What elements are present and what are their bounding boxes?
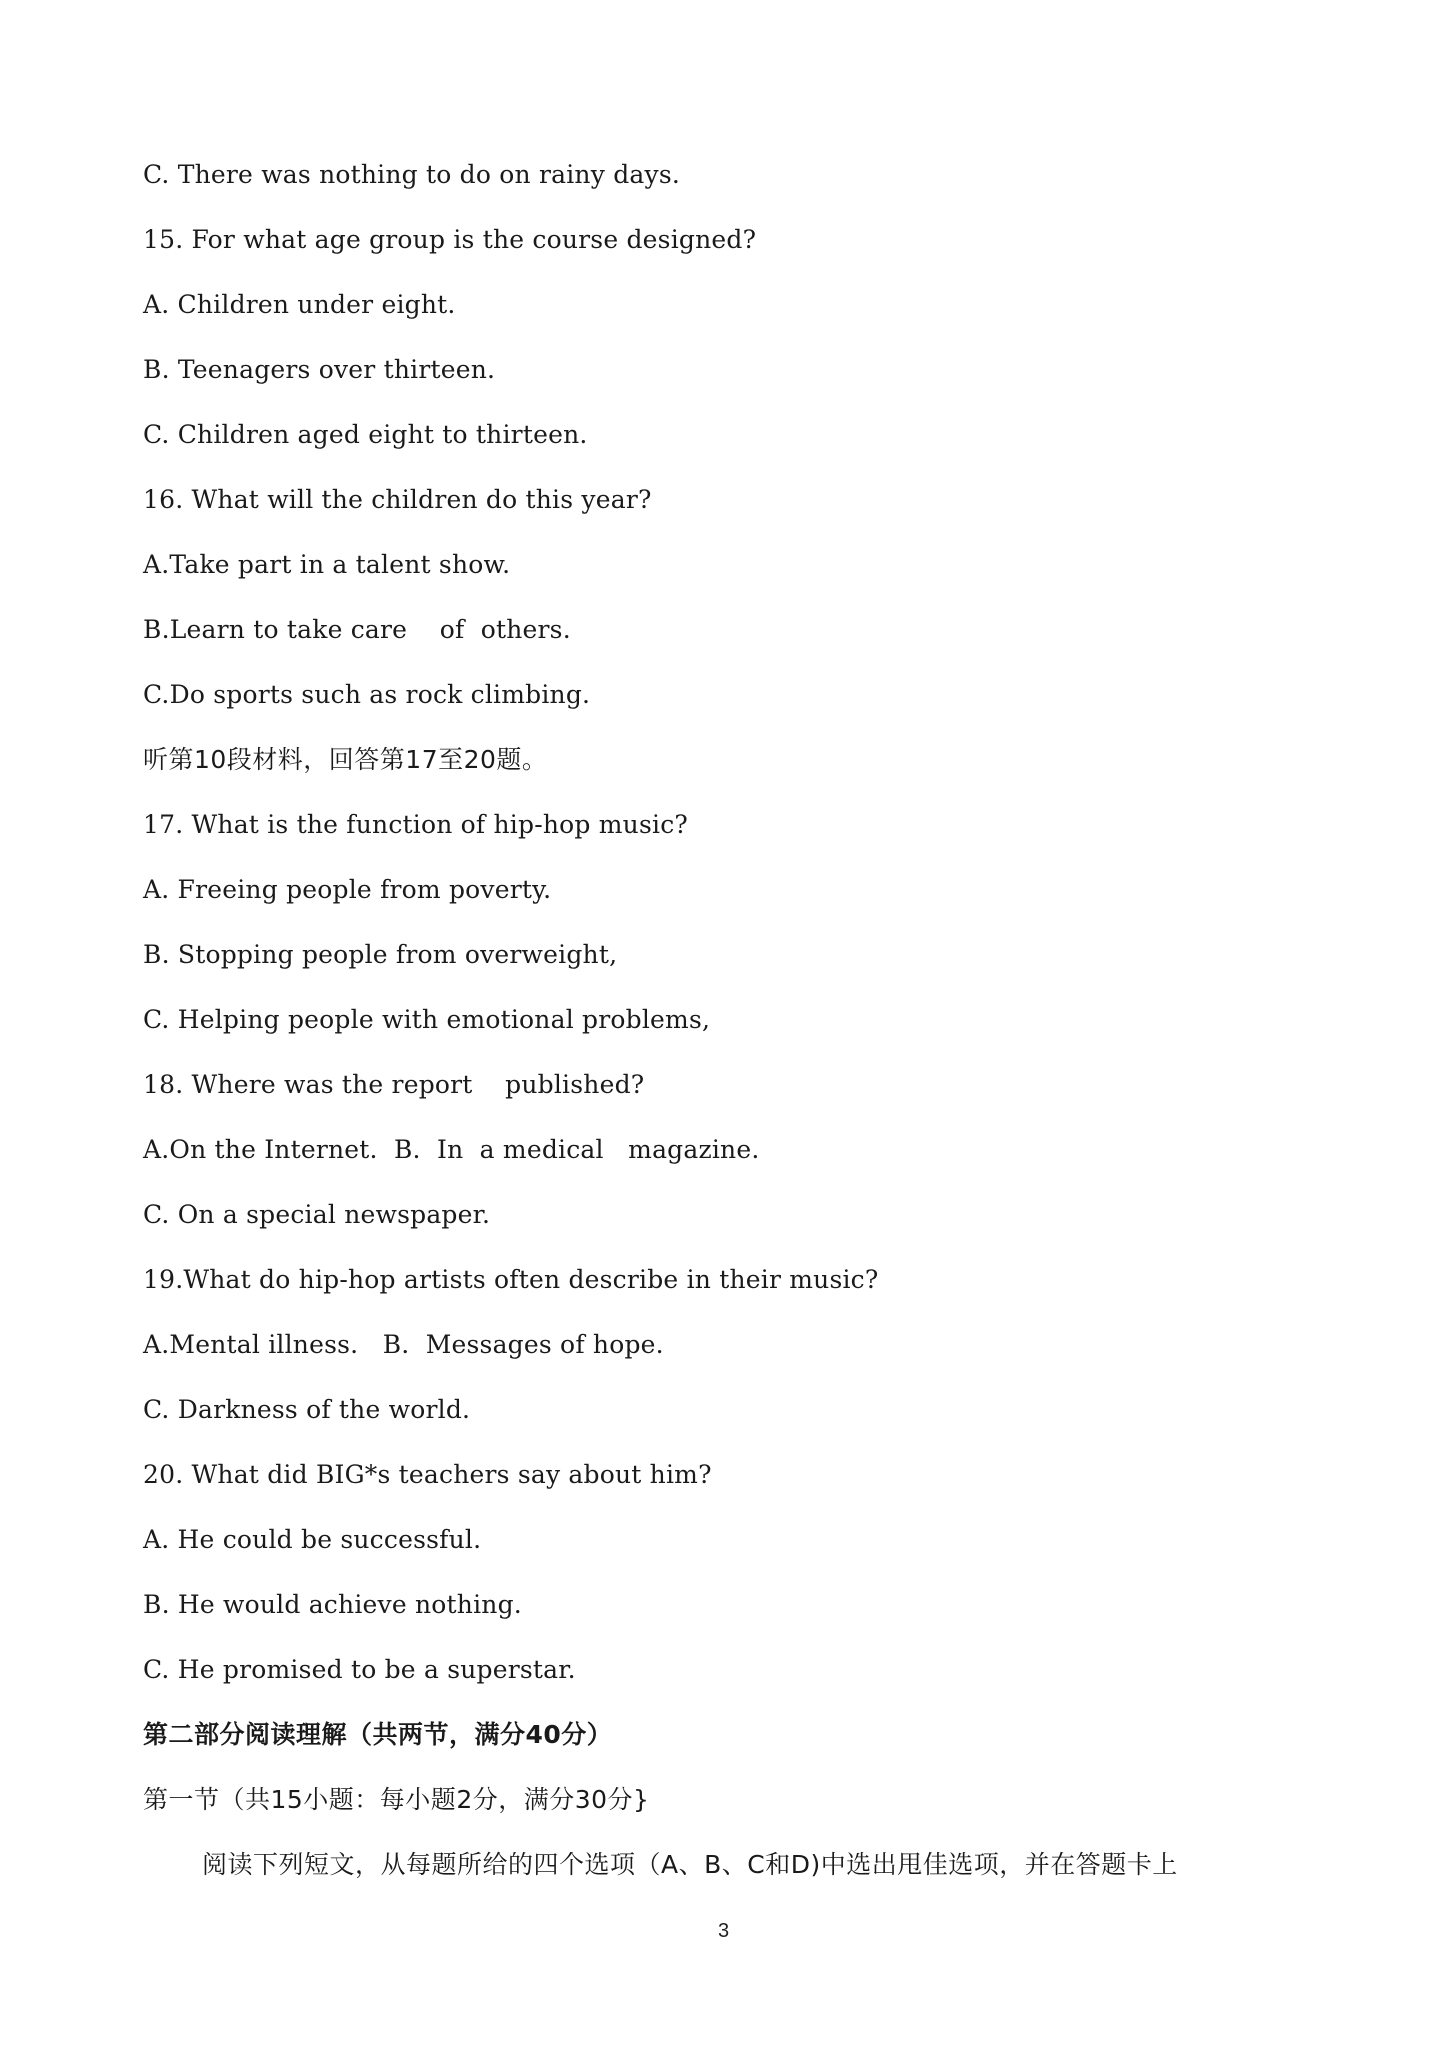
question-20: 20. What did BIG*s teachers say about him? bbox=[143, 1460, 712, 1489]
option-19c: C. Darkness of the world. bbox=[143, 1395, 471, 1424]
reading-instruction: 阅读下列短文，从每题所给的四个选项（A、B、C和D)中选出甩佳选项，并在答题卡上 bbox=[202, 1850, 1178, 1879]
option-16a: A.Take part in a talent show. bbox=[143, 550, 511, 579]
option-17b: B. Stopping people from overweight, bbox=[143, 940, 618, 969]
section-instruction: 听第10段材料，回答第17至20题。 bbox=[143, 745, 548, 774]
question-19: 19.What do hip-hop artists often describe in their music? bbox=[143, 1265, 879, 1294]
page-number: 3 bbox=[717, 1920, 730, 1942]
option-20a: A. He could be successful. bbox=[143, 1525, 482, 1554]
option-14c: C. There was nothing to do on rainy days. bbox=[143, 160, 680, 189]
option-18c: C. On a special newspaper. bbox=[143, 1200, 491, 1229]
question-16: 16. What will the children do this year? bbox=[143, 485, 652, 514]
option-20b: B. He would achieve nothing. bbox=[143, 1590, 522, 1619]
option-18ab: A.On the Internet. B. In a medical magazine. bbox=[143, 1135, 760, 1164]
option-16c: C.Do sports such as rock climbing. bbox=[143, 680, 591, 709]
option-15a: A. Children under eight. bbox=[143, 290, 456, 319]
option-15c: C. Children aged eight to thirteen. bbox=[143, 420, 588, 449]
option-15b: B. Teenagers over thirteen. bbox=[143, 355, 496, 384]
option-16b: B.Learn to take care of others. bbox=[143, 615, 571, 644]
question-18: 18. Where was the report published? bbox=[143, 1070, 645, 1099]
question-17: 17. What is the function of hip-hop music? bbox=[143, 810, 688, 839]
part-two-heading: 第二部分阅读理解（共两节，满分40分） bbox=[143, 1720, 613, 1749]
option-19ab: A.Mental illness. B. Messages of hope. bbox=[143, 1330, 664, 1359]
option-20c: C. He promised to be a superstar. bbox=[143, 1655, 576, 1684]
question-15: 15. For what age group is the course designed? bbox=[143, 225, 757, 254]
option-17c: C. Helping people with emotional problems, bbox=[143, 1005, 711, 1034]
option-17a: A. Freeing people from poverty. bbox=[143, 875, 552, 904]
section-one-heading: 第一节（共15小题：每小题2分，满分30分} bbox=[143, 1785, 650, 1814]
